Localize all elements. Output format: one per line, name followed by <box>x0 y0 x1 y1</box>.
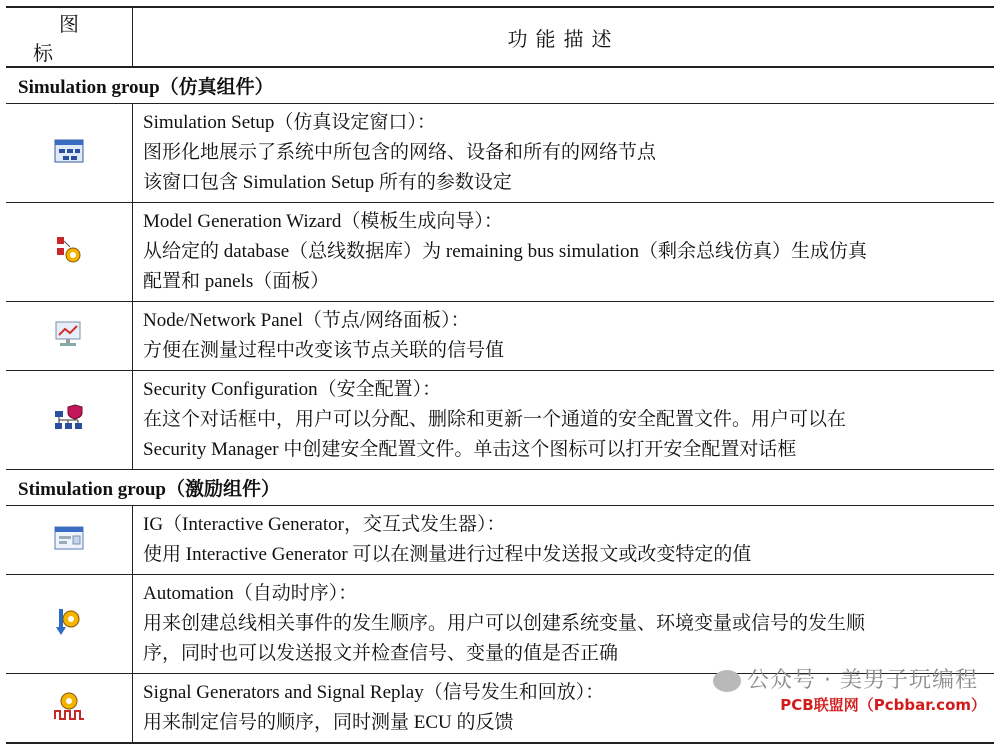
description-line: 使用 Interactive Generator 可以在测量进行过程中发送报文或改变特定的值 <box>143 544 752 565</box>
description-cell <box>133 506 995 575</box>
icon-cell <box>6 371 133 470</box>
description-line: 方便在测量过程中改变该节点关联的信号值 <box>143 340 505 361</box>
group-header <box>6 67 994 104</box>
automation-icon <box>55 607 83 642</box>
security-configuration-icon <box>53 403 85 438</box>
feature-title: IG（Interactive Generator，交互式发生器）： <box>143 514 506 535</box>
description-line: 在这个对话框中，用户可以分配、删除和更新一个通道的安全配置文件。用户可以在 <box>143 409 847 430</box>
description-line: 用来创建总线相关事件的发生顺序。用户可以创建系统变量、环境变量或信号的发生顺 <box>143 613 866 634</box>
icon-cell <box>6 674 133 744</box>
description-line: 配置和 panels（面板） <box>143 271 330 292</box>
description-cell <box>133 371 995 470</box>
feature-title: Signal Generators and Signal Replay（信号发生和回放）： <box>143 682 605 703</box>
description-line: 该窗口包含 Simulation Setup 所有的参数设定 <box>143 172 512 193</box>
icon-cell <box>6 575 133 674</box>
wechat-icon <box>713 670 741 692</box>
watermark-text: 公众号 · 美男子玩编程 <box>747 668 978 693</box>
table-row <box>6 575 994 674</box>
group-title: Simulation group（仿真组件） <box>6 67 994 104</box>
group-title: Stimulation group（激励组件） <box>6 470 994 506</box>
site-watermark: PCB联盟网（Pcbbar.com） <box>780 696 986 714</box>
icon-cell <box>6 302 133 371</box>
interactive-generator-icon <box>54 526 84 555</box>
description-cell <box>133 302 995 371</box>
icon-column-header: 图标 <box>6 7 133 67</box>
table-row <box>6 371 994 470</box>
feature-title: Automation（自动时序）： <box>143 583 358 604</box>
table-row <box>6 203 994 302</box>
function-table <box>6 6 994 744</box>
feature-title: Model Generation Wizard（模板生成向导）： <box>143 211 503 232</box>
description-line: Security Manager 中创建安全配置文件。单击这个图标可以打开安全配置对话框 <box>143 439 797 460</box>
model-generation-wizard-icon <box>54 235 84 270</box>
description-column-header: 功能描述 <box>133 7 995 67</box>
group-header <box>6 470 994 506</box>
description-line: 图形化地展示了系统中所包含的网络、设备和所有的网络节点 <box>143 142 657 163</box>
description-cell <box>133 203 995 302</box>
feature-title: Security Configuration（安全配置）： <box>143 379 442 400</box>
feature-title: Node/Network Panel（节点/网络面板）： <box>143 310 470 331</box>
table-row <box>6 104 994 203</box>
icon-cell <box>6 104 133 203</box>
description-cell <box>133 104 995 203</box>
table-row <box>6 302 994 371</box>
table-row <box>6 506 994 575</box>
description-cell <box>133 575 995 674</box>
signal-generators-icon <box>53 691 85 726</box>
simulation-setup-icon <box>54 138 84 169</box>
description-line: 从给定的 database（总线数据库）为 remaining bus simulation（剩余总线仿真）生成仿真 <box>143 241 868 262</box>
icon-cell <box>6 203 133 302</box>
watermark <box>713 663 978 694</box>
table-header <box>6 7 994 67</box>
description-line: 用来制定信号的顺序，同时测量 ECU 的反馈 <box>143 712 514 733</box>
feature-title: Simulation Setup（仿真设定窗口）： <box>143 112 436 133</box>
description-line: 序，同时也可以发送报文并检查信号、变量的值是否正确 <box>143 643 619 664</box>
icon-cell <box>6 506 133 575</box>
node-network-panel-icon <box>53 320 85 353</box>
